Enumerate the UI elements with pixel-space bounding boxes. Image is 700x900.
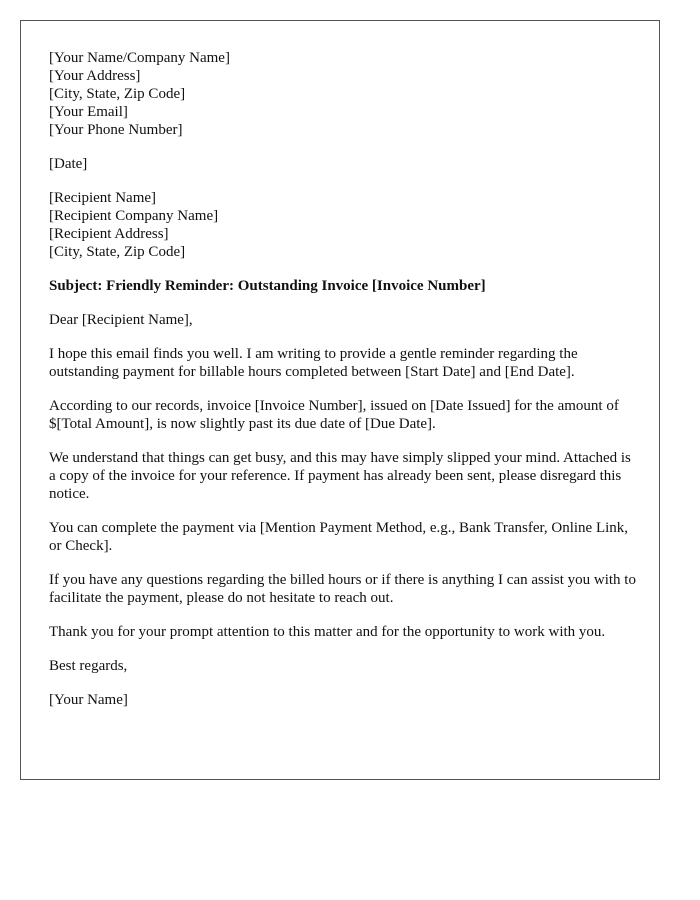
sender-phone: [Your Phone Number] — [49, 122, 183, 138]
sender-email: [Your Email] — [49, 104, 128, 120]
recipient-city: [City, State, Zip Code] — [49, 244, 186, 260]
paragraph-invoice-details: According to our records, invoice [Invoice Number], issued on [Date Issued] for the amount of $[Total Amount], is now slightly past its due date of [Due Date]. — [49, 398, 619, 432]
letter-date: [Date] — [49, 156, 88, 172]
recipient-name: [Recipient Name] — [49, 190, 157, 206]
recipient-company: [Recipient Company Name] — [49, 208, 219, 224]
signature: [Your Name] — [49, 692, 128, 708]
subject-line: Subject: Friendly Reminder: Outstanding Invoice [Invoice Number] — [49, 278, 486, 294]
paragraph-payment-method: You can complete the payment via [Mention Payment Method, e.g., Bank Transfer, Online Link, or Check]. — [49, 520, 629, 554]
letter-body — [49, 49, 639, 725]
paragraph-questions: If you have any questions regarding the billed hours or if there is anything I can assist you with to facilitate the payment, please do not hesitate to reach out. — [49, 572, 636, 606]
paragraph-thanks: Thank you for your prompt attention to this matter and for the opportunity to work with you. — [49, 624, 606, 640]
recipient-address: [Recipient Address] — [49, 226, 169, 242]
sender-name: [Your Name/Company Name] — [49, 50, 230, 66]
sender-address: [Your Address] — [49, 68, 141, 84]
sender-block — [49, 49, 639, 139]
paragraph-intro: I hope this email finds you well. I am writing to provide a gentle reminder regarding the outstanding payment for billable hours completed between [Start Date] and [End Date]. — [49, 346, 578, 380]
closing: Best regards, — [49, 658, 128, 674]
date-block — [49, 155, 639, 173]
recipient-block — [49, 189, 639, 261]
salutation: Dear [Recipient Name], — [49, 312, 193, 328]
paragraph-understanding: We understand that things can get busy, and this may have simply slipped your mind. Attached is a copy of the invoice for your reference. If payment has already been sent, please disregard this notice. — [49, 450, 631, 502]
letter-page — [20, 20, 660, 780]
sender-city: [City, State, Zip Code] — [49, 86, 186, 102]
